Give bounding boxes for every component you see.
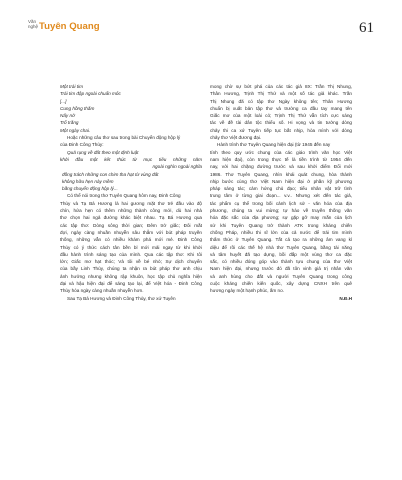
text-line: pháp sáng tác; cảm hứng chủ đạo; tiểu nhân vật trữ tình	[210, 186, 352, 192]
logo-small-line1: Văn	[28, 19, 37, 24]
text-line: Nấy nở	[60, 113, 75, 119]
text-line: bằng chuyển động hộp lý...	[62, 186, 118, 192]
text-line: khởi đầu một kết thúc từ mục tiêu những năm	[60, 156, 202, 162]
text-line: chống Pháp, nhiều thi sĩ lớn của cả nước để trái tim mình	[210, 229, 352, 235]
text-line: nhịp bước cùng thơ Việt Nam hiện đại ở phần kỹ phương	[210, 178, 352, 184]
logo-small-text	[28, 20, 38, 29]
logo-main-text: Tuyên Quang	[39, 21, 100, 32]
page-header	[0, 0, 402, 40]
text-line: diệu để rồi các thế hệ nhà thơ Tuyên Quang, bằng tài năng	[210, 244, 352, 250]
text-line: Có thể nói trong thơ Tuyên Quang hôm nay, Đinh Công	[67, 193, 181, 199]
text-line: Cung hồng thắm	[60, 105, 95, 111]
logo-small-line2: nghệ	[28, 23, 39, 29]
page-number: 61	[359, 20, 374, 36]
text-line: nam hiện đại), còn trong thực tế là tiền trình từ 1954 đến	[210, 156, 352, 162]
text-line: Thủy và Tạ Bá Hương là hai gương mặt thơ trẻ đầu vào độ	[60, 200, 202, 206]
right-column	[210, 83, 352, 302]
text-line: thấm thức ở Tuyên Quang. Tất cả tạo ra những âm vang kỉ	[210, 237, 352, 243]
text-line: Một trái tim	[60, 84, 83, 89]
text-line: cuộc kháng chiến kiến quốc, xây dựng CNXH trên quê	[210, 281, 352, 287]
text-line: N.Đ.H	[339, 295, 352, 301]
text-line: sắc, có nhiều đóng góp vào thành tựu chung của thơ Việt	[210, 259, 352, 265]
text-line: mong chờ sự bứt phá của các tác giả 8X: Trần Thị Nhung,	[210, 84, 352, 89]
text-line: 1986. Thơ Tuyên Quang, nhìn khái quát chung, hòa thành	[210, 171, 352, 177]
text-line: tính theo quy ước chung của các giáo trình văn học Việt	[210, 149, 352, 155]
left-column	[60, 83, 202, 302]
text-line: Thủy có ý thức cách tân bền bỉ mới mải ngay từ khi khởi	[60, 244, 202, 250]
text-line: Một ngày chai.	[60, 127, 91, 133]
text-line: hóa đặc sắc của địa phương; sự gặp gỡ may mắn của lịch	[210, 215, 352, 221]
text-line: Hành trình thơ Tuyên Quang hiện đại (từ 1945 đến nay	[217, 142, 331, 148]
text-line: chín, hứa hẹn có thêm những thành công mới, dù hai nhà	[60, 208, 202, 214]
text-line: Thân Hương, Trịnh Thị Thứ và một số tác giả khác. Trần	[210, 91, 352, 97]
text-line: Trái tim đập ngoài chuẩn mốc	[60, 91, 121, 97]
text-line: thơ chọn hai ngả đường khác biệt nhau. Tạ Bá Hương qua	[60, 215, 202, 221]
text-line: Trổ trắng	[60, 120, 79, 126]
text-line: [...]	[60, 98, 67, 104]
text-line: của Đinh Công Thủy:	[60, 142, 104, 148]
text-line: đồng trách những con chim tha hạt từ vùng đất	[62, 171, 159, 177]
text-line: và anh hùng cho đất và người Tuyên Quang trong công	[210, 273, 352, 279]
text-line: Thị Nhung đã có tập thơ Ngày không tên; Thân Hương	[210, 98, 352, 104]
text-line: Sau Tạ Bá Hương và Đinh Công Thủy, thơ xứ Tuyên	[67, 295, 176, 301]
text-line: Quả rụng về đất theo một định luật	[67, 149, 139, 155]
text-line: chuẩn bị xuất bản tập thơ và trường ca đầu tay mang tên	[210, 105, 352, 111]
text-line: nay, với hai chặng đường trước và sau khởi điểm Đổi mới	[210, 164, 352, 170]
text-line: tác phẩm cụ thể trong bối cảnh lịch sử - văn hóa của địa	[210, 200, 352, 206]
text-line: thống, những vẫn có nhiều khám phá mới mẻ. Đinh Công	[60, 237, 202, 243]
text-line: hương ngày một hạnh phúc, ấm no.	[210, 288, 285, 294]
text-line: đợi, ngày càng nhuần nhuyễn sâu thẳm với bút pháp truyền	[60, 229, 202, 235]
text-line: của bầy Linh Thủy, chúng ta nhận ra bút pháp thơ anh chịu	[60, 266, 202, 272]
text-line: Giấc mơ của một loài cỏ; Trịnh Thị Thứ vẫn tích cực sáng	[210, 113, 352, 119]
text-line: không hữu hẹn này mềm	[62, 178, 114, 184]
text-line: đầu hành trình sáng tạo của mình. Qua các tập thơ: Khi tôi	[60, 251, 202, 257]
text-line: các tập thơ: Dòng sông thời gian; Đêm trở giấc; Đôi mắt	[60, 222, 202, 228]
text-line: sử khi Tuyên Quang trở thành ATK trong kháng chiến	[210, 222, 352, 228]
text-line: chảy thơ Việt đương đại.	[210, 135, 262, 141]
text-line: phương, chúng ta vui mừng; tự hào về truyền thống văn	[210, 208, 352, 214]
text-line: lớn; Giấc mơ hạt thóc; Và tôi về bé nhỏ; Sự dịch chuyển	[60, 259, 202, 265]
text-line: chảy thi ca xứ Tuyên tiếp tục bắt nhịp, hòa mình với dòng	[210, 127, 352, 133]
text-line: ngoài nghìn ngoài nghĩa	[152, 164, 202, 170]
text-line: và tâm huyết đã tạo dựng, bồi đắp một vùng thơ ca đặc	[210, 251, 352, 257]
text-line: trung tâm ở từng giai đoạn... v.v.. Nhưng xét đến tác giả,	[210, 193, 352, 199]
text-line: Thủy hóa ngày càng nhuần nhuyễn hơn.	[60, 288, 144, 294]
text-line: đại và hậu hiện đại để sáng tạo lại, để Việt hóa - Đinh Công	[60, 281, 202, 287]
text-line: Nam hiện đại, nhưng trước đó đã tôn vinh giá trị nhân văn	[210, 266, 352, 272]
text-line: tác về đề tài dân tộc thiểu số. Hi vọng và tin tưởng dòng	[210, 120, 352, 126]
text-line: ảnh hưởng nhưng không rập khuôn, học tập chủ nghĩa hiện	[60, 273, 202, 279]
text-line: Hoặc những câu thơ sau trong bài Chuyển động hộp lý	[67, 135, 181, 141]
